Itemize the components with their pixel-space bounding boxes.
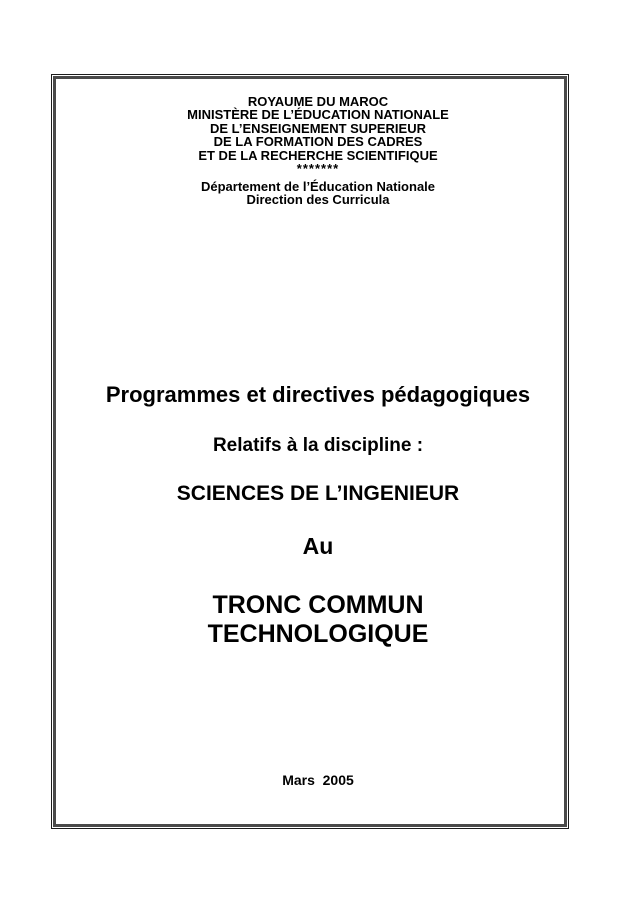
level-title — [0, 591, 636, 649]
header-line-ministry: MINISTÈRE DE L’ÉDUCATION NATIONALE — [187, 107, 449, 123]
discipline-name: SCIENCES DE L’INGENIEUR — [176, 482, 460, 505]
document-title: Programmes et directives pédagogiques — [105, 382, 531, 407]
level-title-line1: TRONC COMMUN — [212, 591, 424, 619]
ministry-header — [0, 95, 636, 207]
header-line-country: ROYAUME DU MAROC — [247, 94, 389, 109]
level-title-line2: TECHNOLOGIQUE — [207, 620, 429, 648]
publication-date: Mars 2005 — [282, 772, 354, 788]
department-block — [0, 180, 636, 207]
direction-name: Direction des Curricula — [246, 192, 390, 208]
discipline-label: Relatifs à la discipline : — [212, 435, 424, 456]
header-line-research: ET DE LA RECHERCHE SCIENTIFIQUE — [198, 147, 438, 163]
header-line-education: DE L’ENSEIGNEMENT SUPERIEUR — [210, 120, 426, 136]
connector-word: Au — [302, 533, 334, 559]
department-name: Département de l’Éducation Nationale — [200, 178, 436, 194]
header-line-formation: DE LA FORMATION DES CADRES — [213, 134, 423, 150]
stars-separator: ******* — [296, 161, 340, 177]
